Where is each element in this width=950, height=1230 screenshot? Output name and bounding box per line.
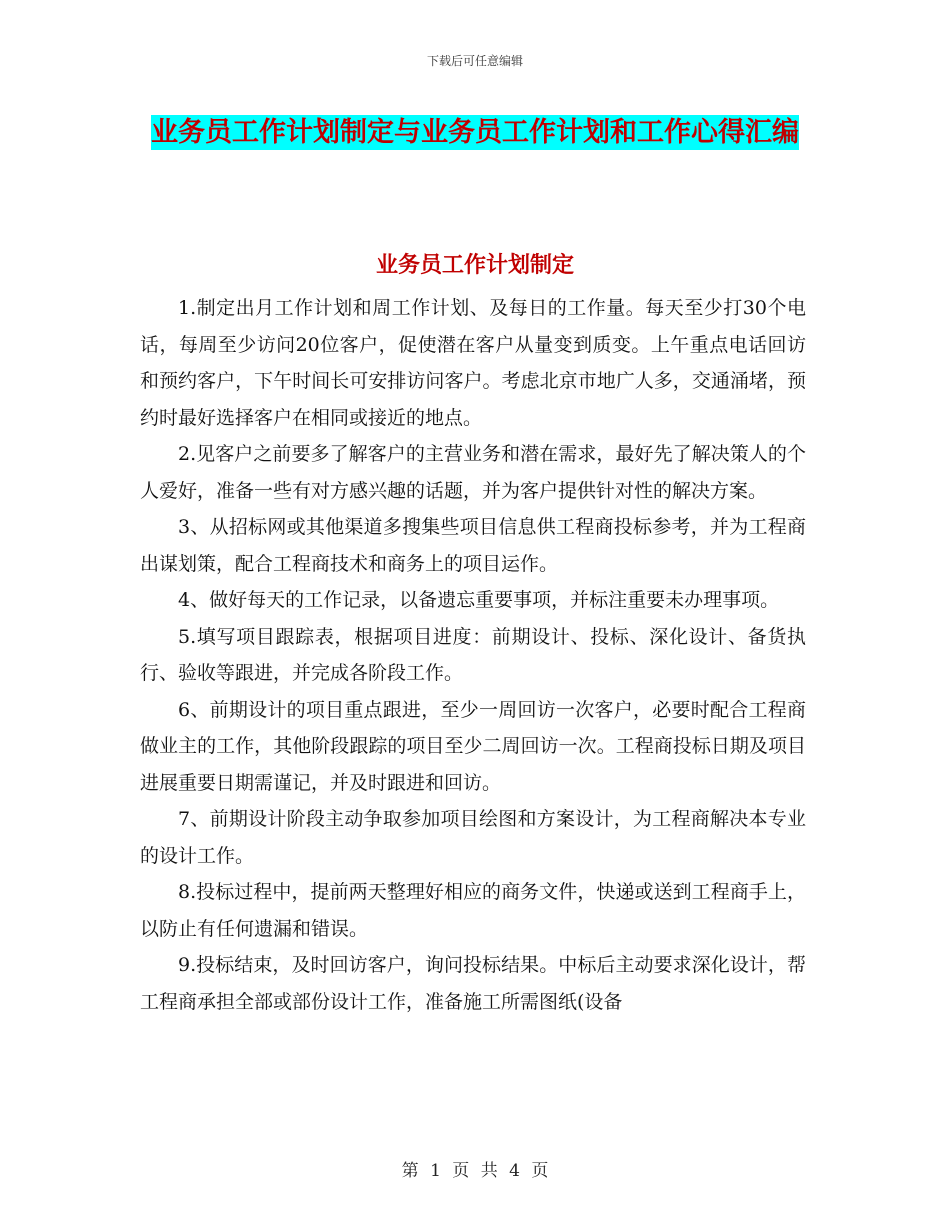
paragraph-9: 9.投标结束，及时回访客户，询问投标结果。中标后主动要求深化设计，帮工程商承担全部或部份设计工作，准备施工所需图纸(设备 [140,954,806,1013]
paragraph-3: 3、从招标网或其他渠道多搜集些项目信息供工程商投标参考，并为工程商出谋划策，配合工程商技术和商务上的项目运作。 [140,516,806,575]
paragraph-1: 1.制定出月工作计划和周工作计划、及每日的工作量。每天至少打30个电话，每周至少访问20位客户，促使潜在客户从量变到质变。上午重点电话回访和预约客户，下午时间长可安排访问客户。考虑北京市地广人多，交通涌堵，预约时最好选择客户在相同或接近的地点。 [140,297,806,429]
document-title-text: 业务员工作计划制定与业务员工作计划和工作心得汇编 [151,117,799,148]
paragraph-2: 2.见客户之前要多了解客户的主营业务和潜在需求，最好先了解决策人的个人爱好，准备一些有对方感兴趣的话题，并为客户提供针对性的解决方案。 [140,443,806,502]
section-title: 业务员工作计划制定 [375,253,574,278]
paragraph-4: 4、做好每天的工作记录，以备遗忘重要事项，并标注重要未办理事项。 [178,589,780,611]
page-header-note: 下载后可任意编辑 [426,54,523,68]
paragraph-8: 8.投标过程中，提前两天整理好相应的商务文件，快递或送到工程商手上，以防止有任何遗漏和错误。 [140,881,806,940]
page-number: 第 1 页 共 4 页 [401,1161,549,1181]
paragraph-5: 5.填写项目跟踪表，根据项目进度：前期设计、投标、深化设计、备货执行、验收等跟进，并完成各阶段工作。 [140,625,806,684]
document-body [140,290,806,1020]
paragraph-7: 7、前期设计阶段主动争取参加项目绘图和方案设计，为工程商解决本专业的设计工作。 [140,808,806,867]
document-title [140,108,810,158]
paragraph-6: 6、前期设计的项目重点跟进，至少一周回访一次客户，必要时配合工程商做业主的工作，其他阶段跟踪的项目至少二周回访一次。工程商投标日期及项目进展重要日期需谨记，并及时跟进和回访。 [140,698,806,794]
